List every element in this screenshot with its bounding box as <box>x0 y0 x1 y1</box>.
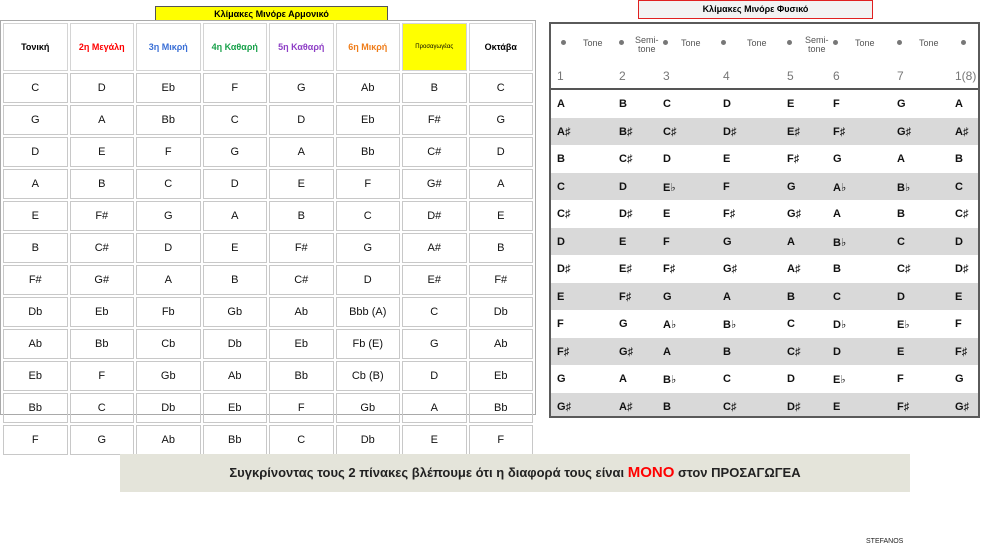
table-cell: F# <box>3 265 68 295</box>
table-cell: E <box>557 290 565 303</box>
table-cell: Ab <box>269 297 334 327</box>
degree-number: 5 <box>787 69 794 83</box>
table-cell: D <box>469 137 534 167</box>
table-cell: F <box>3 425 68 455</box>
table-cell: E <box>787 98 795 110</box>
harmonic-header-5: 6η Μικρή <box>336 23 401 71</box>
table-cell: Gb <box>203 297 268 327</box>
table-cell: G <box>203 137 268 167</box>
table-cell: Eb <box>136 73 201 103</box>
table-cell: Ab <box>336 73 401 103</box>
table-cell: G <box>955 373 964 385</box>
table-cell: G# <box>402 169 467 199</box>
degree-number: 4 <box>723 69 730 83</box>
table-cell: C <box>336 201 401 231</box>
table-cell: C <box>136 169 201 199</box>
harmonic-header-7: Οκτάβα <box>469 23 534 71</box>
table-cell: G♯ <box>955 400 970 413</box>
table-row <box>551 228 978 256</box>
table-cell: C# <box>269 265 334 295</box>
table-cell: Bb <box>469 393 534 423</box>
table-cell: Ab <box>3 329 68 359</box>
table-cell: F♯ <box>619 290 632 303</box>
table-cell: D <box>557 235 565 248</box>
table-row <box>551 365 978 393</box>
table-cell: D♯ <box>787 400 801 413</box>
table-cell: C <box>469 73 534 103</box>
table-cell: A <box>787 235 795 248</box>
table-cell: Bbb (A) <box>336 297 401 327</box>
table-cell: C <box>833 290 841 303</box>
table-cell: G <box>136 201 201 231</box>
table-cell: C <box>723 373 731 385</box>
table-row <box>3 329 533 359</box>
natural-header <box>551 24 978 90</box>
table-cell: C <box>203 105 268 135</box>
harmonic-minor-title: Κλίμακες Μινόρε Αρμονικό <box>155 6 388 21</box>
table-cell: Gb <box>336 393 401 423</box>
table-cell: D <box>619 180 627 193</box>
table-row <box>551 90 978 118</box>
table-cell: G <box>833 153 842 165</box>
table-cell: D <box>897 290 905 303</box>
table-cell: C♯ <box>955 208 969 220</box>
table-cell: B <box>3 233 68 263</box>
degree-dot <box>787 40 792 45</box>
table-cell: A♭ <box>833 181 847 194</box>
table-cell: F# <box>402 105 467 135</box>
table-cell: G <box>619 318 628 330</box>
table-cell: B <box>955 153 963 165</box>
table-cell: Eb <box>70 297 135 327</box>
table-row <box>551 338 978 366</box>
table-cell: G♯ <box>897 125 912 138</box>
table-cell: E <box>3 201 68 231</box>
table-cell: E <box>955 290 963 303</box>
table-cell: Bb <box>70 329 135 359</box>
table-cell: A♭ <box>663 319 677 331</box>
degree-number: 7 <box>897 69 904 83</box>
table-cell: E <box>897 345 905 358</box>
table-cell: D <box>70 73 135 103</box>
harmonic-header-4: 5η Καθαρή <box>269 23 334 71</box>
table-cell: B <box>269 201 334 231</box>
table-cell: Db <box>136 393 201 423</box>
table-row <box>551 310 978 338</box>
harmonic-header-3: 4η Καθαρή <box>203 23 268 71</box>
table-row <box>3 265 533 295</box>
table-cell: E <box>619 235 627 248</box>
table-cell: Cb (B) <box>336 361 401 391</box>
table-cell: F♯ <box>723 208 736 220</box>
note-suffix: στον ΠΡΟΣΑΓΩΓΕΑ <box>674 465 801 480</box>
table-cell: G <box>469 105 534 135</box>
table-cell: A <box>723 290 731 303</box>
table-cell: D# <box>402 201 467 231</box>
table-cell: F <box>469 425 534 455</box>
table-cell: D <box>269 105 334 135</box>
table-cell: Bb <box>203 425 268 455</box>
table-cell: A <box>136 265 201 295</box>
table-row <box>3 201 533 231</box>
table-cell: B <box>402 73 467 103</box>
table-cell: B♭ <box>723 319 737 331</box>
table-cell: A <box>897 153 905 165</box>
table-row <box>3 361 533 391</box>
table-cell: F <box>955 318 962 330</box>
table-cell: Bb <box>269 361 334 391</box>
table-cell: B <box>203 265 268 295</box>
degree-number: 1(8) <box>955 69 977 83</box>
table-cell: Eb <box>336 105 401 135</box>
interval-label: Tone <box>681 38 701 48</box>
table-cell: C♯ <box>723 400 737 413</box>
table-cell: G <box>787 180 796 193</box>
table-cell: A <box>557 98 565 110</box>
table-cell: G <box>557 373 566 385</box>
table-cell: C# <box>402 137 467 167</box>
table-cell: D♯ <box>557 263 571 275</box>
table-cell: B <box>833 263 841 275</box>
table-row <box>3 233 533 263</box>
degree-dot <box>833 40 838 45</box>
table-cell: E♭ <box>833 374 846 386</box>
table-cell: B <box>897 208 905 220</box>
table-row <box>551 145 978 173</box>
table-cell: E# <box>402 265 467 295</box>
degree-number: 1 <box>557 69 564 83</box>
table-cell: B <box>619 98 627 110</box>
table-cell: Ab <box>203 361 268 391</box>
table-cell: F <box>557 318 564 330</box>
table-cell: D <box>663 153 671 165</box>
table-cell: B♭ <box>663 374 677 386</box>
table-cell: C <box>269 425 334 455</box>
table-cell: E♯ <box>619 263 632 275</box>
table-row <box>3 169 533 199</box>
table-cell: D <box>787 373 795 385</box>
table-cell: Eb <box>3 361 68 391</box>
table-cell: D <box>723 98 731 110</box>
table-cell: C# <box>70 233 135 263</box>
harmonic-header-2: 3η Μικρή <box>136 23 201 71</box>
table-cell: B <box>70 169 135 199</box>
table-cell: F <box>136 137 201 167</box>
table-cell: Ab <box>136 425 201 455</box>
table-cell: C <box>402 297 467 327</box>
table-cell: B <box>469 233 534 263</box>
degree-dot <box>897 40 902 45</box>
table-cell: C <box>3 73 68 103</box>
table-cell: C♯ <box>897 263 911 275</box>
table-cell: A <box>619 373 627 385</box>
table-cell: Gb <box>136 361 201 391</box>
table-cell: B <box>787 290 795 303</box>
table-cell: F♯ <box>897 400 910 413</box>
table-cell: B <box>557 153 565 165</box>
table-row <box>3 393 533 423</box>
table-cell: F♯ <box>557 345 570 358</box>
note-emphasis: ΜΟΝΟ <box>627 464 675 481</box>
table-cell: C <box>663 98 671 110</box>
table-cell: A# <box>402 233 467 263</box>
table-cell: C <box>557 180 565 193</box>
table-cell: D <box>3 137 68 167</box>
table-cell: A <box>469 169 534 199</box>
table-cell: F# <box>469 265 534 295</box>
table-cell: B♭ <box>833 236 847 249</box>
table-cell: D <box>402 361 467 391</box>
table-cell: D♯ <box>619 208 633 220</box>
table-cell: D♯ <box>723 125 737 138</box>
table-cell: A♯ <box>557 125 571 138</box>
table-cell: E♭ <box>663 181 676 194</box>
table-cell: F# <box>70 201 135 231</box>
harmonic-minor-table <box>0 20 536 446</box>
table-cell: D <box>136 233 201 263</box>
table-cell: E <box>269 169 334 199</box>
table-cell: C <box>787 318 795 330</box>
table-cell: A♯ <box>619 400 633 413</box>
table-cell: G <box>402 329 467 359</box>
table-cell: A <box>70 105 135 135</box>
degree-number: 6 <box>833 69 840 83</box>
table-cell: G <box>70 425 135 455</box>
table-row <box>551 200 978 228</box>
table-cell: Bb <box>336 137 401 167</box>
interval-label: Tone <box>747 38 767 48</box>
comparison-note <box>120 454 910 492</box>
table-cell: Bb <box>136 105 201 135</box>
table-cell: F <box>723 180 730 193</box>
table-cell: G♯ <box>619 345 634 358</box>
table-cell: G <box>269 73 334 103</box>
table-cell: G <box>897 98 906 110</box>
interval-label: Semi- tone <box>635 35 659 54</box>
table-cell: D <box>336 265 401 295</box>
table-cell: D <box>955 235 963 248</box>
table-row <box>3 73 533 103</box>
harmonic-header-1: 2η Μεγάλη <box>70 23 135 71</box>
harmonic-header-6: Προσαγωγέας <box>402 23 467 71</box>
table-cell: E <box>833 400 841 413</box>
degree-dot <box>663 40 668 45</box>
table-cell: E <box>469 201 534 231</box>
interval-label: Semi- tone <box>805 35 829 54</box>
table-cell: G <box>336 233 401 263</box>
table-cell: C♯ <box>787 345 801 358</box>
table-cell: B♯ <box>619 125 633 138</box>
table-cell: Fb (E) <box>336 329 401 359</box>
table-row <box>551 173 978 201</box>
table-cell: A♯ <box>787 263 801 275</box>
harmonic-header-row <box>3 23 533 71</box>
table-cell: G♯ <box>723 263 738 275</box>
table-cell: B <box>723 345 731 358</box>
table-cell: G# <box>70 265 135 295</box>
table-cell: F <box>897 373 904 385</box>
table-row <box>551 283 978 311</box>
table-cell: G♯ <box>787 208 802 220</box>
table-row <box>3 137 533 167</box>
table-cell: Db <box>3 297 68 327</box>
table-cell: D♭ <box>833 319 847 331</box>
table-cell: G <box>663 290 672 303</box>
table-cell: F <box>663 235 670 248</box>
table-cell: C <box>955 180 963 193</box>
table-cell: A <box>203 201 268 231</box>
table-cell: A <box>955 98 963 110</box>
table-cell: F♯ <box>833 125 846 138</box>
table-cell: F♯ <box>663 263 676 275</box>
degree-dot <box>619 40 624 45</box>
table-cell: F♯ <box>955 345 968 358</box>
table-cell: E♯ <box>787 125 800 138</box>
table-cell: D♯ <box>955 263 969 275</box>
interval-label: Tone <box>919 38 939 48</box>
natural-minor-table <box>549 22 980 418</box>
table-cell: C♯ <box>619 153 633 165</box>
table-cell: Db <box>336 425 401 455</box>
table-cell: C <box>897 235 905 248</box>
table-cell: A <box>269 137 334 167</box>
degree-number: 3 <box>663 69 670 83</box>
table-cell: Eb <box>469 361 534 391</box>
table-cell: F <box>833 98 840 110</box>
table-cell: G <box>3 105 68 135</box>
degree-dot <box>721 40 726 45</box>
table-row <box>3 425 533 455</box>
table-cell: Db <box>203 329 268 359</box>
interval-label: Tone <box>855 38 875 48</box>
table-row <box>3 297 533 327</box>
table-cell: C <box>70 393 135 423</box>
natural-minor-title: Κλίμακες Μινόρε Φυσικό <box>638 0 873 19</box>
table-row <box>3 105 533 135</box>
table-cell: Fb <box>136 297 201 327</box>
table-cell: Ab <box>469 329 534 359</box>
table-cell: E <box>203 233 268 263</box>
table-cell: F <box>336 169 401 199</box>
table-cell: B <box>663 400 671 413</box>
table-cell: F# <box>269 233 334 263</box>
table-cell: B♭ <box>897 181 911 194</box>
table-cell: A <box>402 393 467 423</box>
table-cell: A <box>663 345 671 358</box>
table-cell: Cb <box>136 329 201 359</box>
table-cell: F♯ <box>787 153 800 165</box>
table-cell: C♯ <box>557 208 571 220</box>
table-cell: G♯ <box>557 400 572 413</box>
table-row <box>551 118 978 146</box>
table-row <box>551 393 978 419</box>
table-cell: D <box>203 169 268 199</box>
degree-dot <box>561 40 566 45</box>
note-prefix: Συγκρίνοντας τους 2 πίνακες βλέπουμε ότι η διαφορά τους είναι <box>229 465 628 480</box>
table-row <box>551 255 978 283</box>
table-cell: A <box>3 169 68 199</box>
table-cell: E <box>723 153 731 165</box>
table-cell: E♭ <box>897 319 910 331</box>
table-cell: E <box>70 137 135 167</box>
interval-label: Tone <box>583 38 603 48</box>
table-cell: A♯ <box>955 125 969 138</box>
table-cell: G <box>723 235 732 248</box>
degree-dot <box>961 40 966 45</box>
table-cell: Eb <box>203 393 268 423</box>
signature: STEFANOS <box>866 538 904 545</box>
table-cell: F <box>70 361 135 391</box>
table-cell: Bb <box>3 393 68 423</box>
table-cell: E <box>663 208 671 220</box>
table-cell: A <box>833 208 841 220</box>
table-cell: Db <box>469 297 534 327</box>
table-cell: D <box>833 345 841 358</box>
harmonic-header-0: Τονική <box>3 23 68 71</box>
degree-number: 2 <box>619 69 626 83</box>
table-cell: F <box>203 73 268 103</box>
table-cell: E <box>402 425 467 455</box>
table-cell: Eb <box>269 329 334 359</box>
table-cell: F <box>269 393 334 423</box>
table-cell: C♯ <box>663 125 677 138</box>
